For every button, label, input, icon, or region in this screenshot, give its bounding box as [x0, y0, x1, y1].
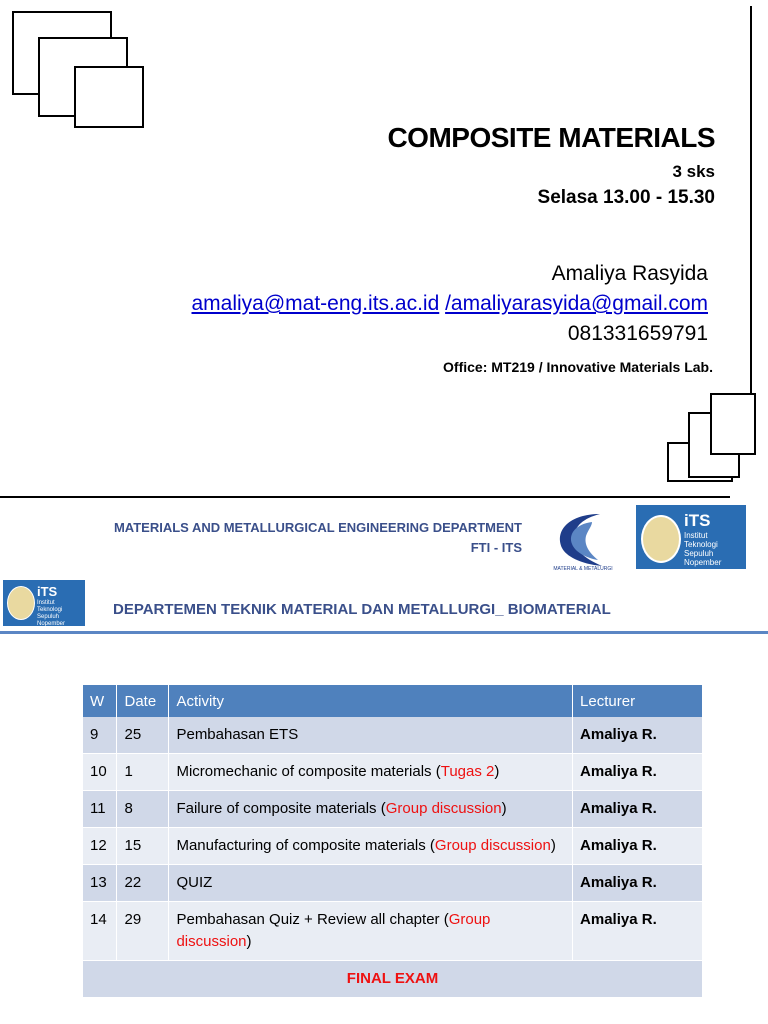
cell-activity: Pembahasan ETS [169, 717, 573, 754]
department-title: DEPARTEMEN TEKNIK MATERIAL DAN METALLURGI_ BIOMATERIAL [113, 601, 611, 618]
course-title: COMPOSITE MATERIALS [387, 122, 715, 153]
its-logo-subtitle: Institut Teknologi Sepuluh Nopember [37, 600, 66, 627]
table-row [83, 754, 703, 791]
department-name: MATERIALS AND METALLURGICAL ENGINEERING DEPARTMENT [113, 520, 522, 535]
table-row [83, 865, 703, 902]
lecturer-phone: 081331659791 [567, 322, 708, 345]
header-activity: Activity [169, 685, 573, 717]
cell-activity: Manufacturing of composite materials (Group discussion) [169, 828, 573, 865]
cell-lecturer: Amaliya R. [573, 717, 703, 754]
its-logo [636, 505, 746, 569]
cell-date: 8 [117, 791, 169, 828]
decorative-horizontal-line [0, 496, 730, 498]
faculty-name: FTI - ITS [470, 540, 522, 555]
cell-activity: Pembahasan Quiz + Review all chapter (Group discussion) [169, 902, 573, 961]
its-seal-icon [7, 586, 35, 620]
email-primary-link[interactable]: amaliya@mat-eng.its.ac.id [191, 292, 440, 315]
its-seal-icon [641, 515, 681, 563]
lecturer-name: Amaliya Rasyida [551, 262, 708, 285]
cell-lecturer: Amaliya R. [573, 791, 703, 828]
title-slide [0, 0, 768, 500]
email-secondary-link[interactable]: /amaliyarasyida@gmail.com [445, 292, 708, 315]
cell-lecturer: Amaliya R. [573, 902, 703, 961]
table-row [83, 902, 703, 961]
cell-activity: Micromechanic of composite materials (Tugas 2) [169, 754, 573, 791]
cell-week: 14 [83, 902, 117, 961]
decorative-square [74, 66, 144, 128]
header-week: W [83, 685, 117, 717]
cell-date: 29 [117, 902, 169, 961]
table-header-row [83, 685, 703, 717]
schedule-slide [0, 500, 768, 1024]
cell-week: 12 [83, 828, 117, 865]
cell-week: 9 [83, 717, 117, 754]
cell-week: 10 [83, 754, 117, 791]
cell-date: 22 [117, 865, 169, 902]
decorative-vertical-line [750, 6, 752, 446]
cell-date: 15 [117, 828, 169, 865]
its-logo-small [3, 580, 85, 626]
table-row [83, 717, 703, 754]
lecturer-emails [192, 292, 709, 316]
mm-logo-caption: MATERIAL & METALURGI [553, 566, 613, 572]
cell-activity: QUIZ [169, 865, 573, 902]
course-credits: 3 sks [672, 162, 715, 181]
table-row [83, 791, 703, 828]
schedule-table [83, 685, 703, 998]
divider-bar [0, 631, 768, 634]
header-lecturer: Lecturer [573, 685, 703, 717]
cell-week: 13 [83, 865, 117, 902]
cell-lecturer: Amaliya R. [573, 754, 703, 791]
its-logo-name: iTS [684, 511, 711, 530]
cell-week: 11 [83, 791, 117, 828]
cell-date: 25 [117, 717, 169, 754]
lecturer-office: Office: MT219 / Innovative Materials Lab. [443, 359, 713, 375]
department-header [114, 518, 522, 558]
cell-activity: Failure of composite materials (Group discussion) [169, 791, 573, 828]
cell-lecturer: Amaliya R. [573, 865, 703, 902]
final-exam-row [83, 961, 703, 998]
course-schedule: Selasa 13.00 - 15.30 [537, 187, 715, 208]
its-logo-subtitle: Institut Teknologi Sepuluh Nopember [684, 531, 722, 567]
cell-lecturer: Amaliya R. [573, 828, 703, 865]
table-row [83, 828, 703, 865]
decorative-square [710, 393, 756, 455]
its-logo-name: iTS [37, 584, 58, 599]
material-metalurgi-logo [540, 508, 626, 572]
cell-date: 1 [117, 754, 169, 791]
header-date: Date [117, 685, 169, 717]
final-exam-label: FINAL EXAM [83, 961, 703, 998]
